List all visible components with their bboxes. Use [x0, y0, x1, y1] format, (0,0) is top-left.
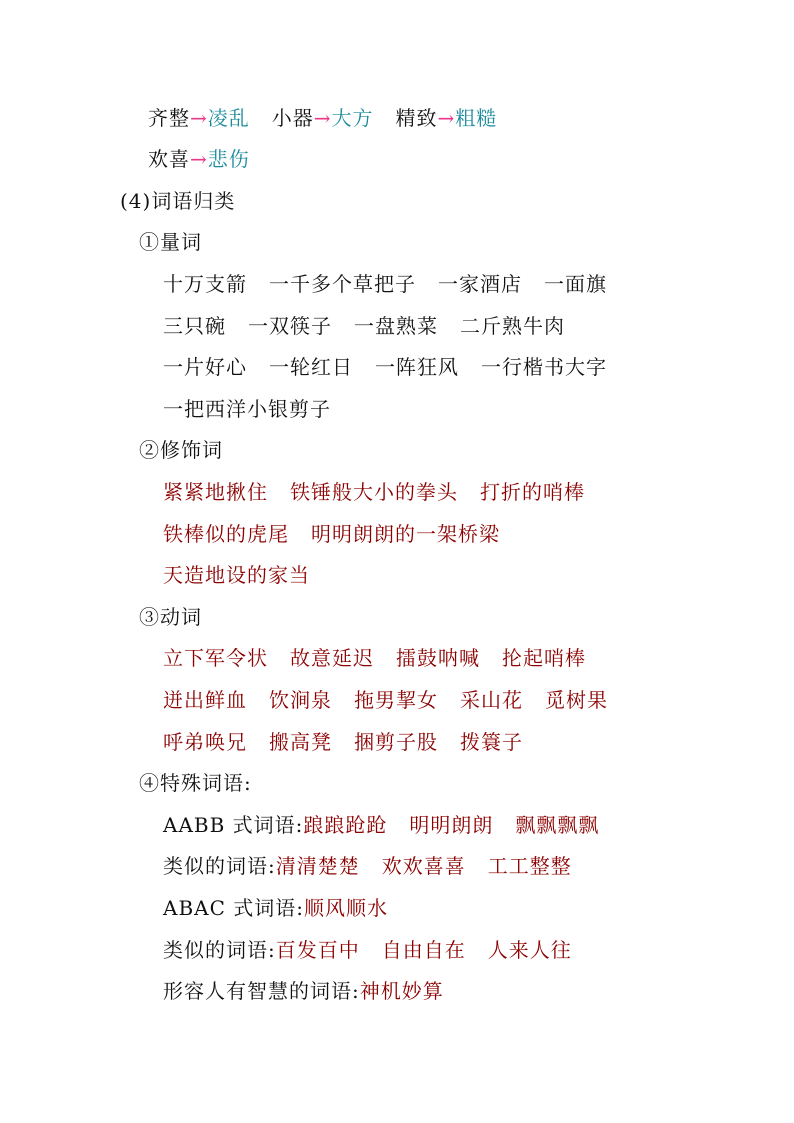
arrow-icon: → — [437, 106, 456, 130]
list-item: 打折的哨棒 — [480, 480, 585, 504]
antonym-word: 小器 — [271, 106, 314, 130]
antonym-row-1 — [148, 104, 497, 132]
modifiers-line-1 — [163, 478, 585, 506]
list-item: 三只碗 — [163, 314, 226, 338]
list-item: 工工整整 — [487, 854, 572, 878]
list-item: 顺风顺水 — [303, 896, 388, 920]
list-item: 一轮红日 — [269, 355, 353, 379]
list-item: 明明朗朗的一架桥梁 — [311, 522, 500, 546]
quantifiers-line-2 — [163, 312, 565, 340]
list-item: 拨簑子 — [460, 730, 523, 754]
list-item: 抡起哨棒 — [502, 646, 586, 670]
special-heading: ④特殊词语: — [139, 771, 252, 795]
list-item: 采山花 — [460, 688, 523, 712]
list-item: 一双筷子 — [248, 314, 332, 338]
category-label: 形容人有智慧的词语: — [163, 979, 360, 1003]
modifiers-line-2 — [163, 520, 500, 548]
list-item: 清清楚楚 — [275, 854, 360, 878]
modifiers-heading: ②修饰词 — [139, 438, 223, 462]
verbs-line-1 — [163, 644, 586, 672]
quantifiers-line-1 — [163, 270, 607, 298]
antonym-word: 齐整 — [148, 106, 190, 130]
antonym-row-2 — [148, 145, 250, 173]
antonym-word: 精致 — [395, 106, 438, 130]
abac-line — [163, 894, 388, 922]
list-item: 故意延迟 — [290, 646, 374, 670]
list-item: 紧紧地揪住 — [163, 480, 268, 504]
list-item: 搬高凳 — [269, 730, 332, 754]
category-label: 类似的词语: — [163, 938, 276, 962]
list-item: 一片好心 — [163, 355, 247, 379]
list-item: 一家酒店 — [438, 272, 522, 296]
list-item: 天造地设的家当 — [163, 563, 310, 587]
antonym-target: 大方 — [331, 106, 374, 130]
category-label: ABAC 式词语: — [163, 896, 304, 920]
list-item: 迸出鲜血 — [163, 688, 247, 712]
list-item: 一千多个草把子 — [269, 272, 416, 296]
list-item: 觅树果 — [545, 688, 608, 712]
wisdom-line — [163, 977, 444, 1005]
list-item: 一行楷书大字 — [481, 355, 607, 379]
list-item: 饮涧泉 — [269, 688, 332, 712]
list-item: 自由自在 — [381, 938, 466, 962]
list-item: 人来人往 — [487, 938, 572, 962]
list-item: 一盘熟菜 — [354, 314, 438, 338]
list-item: 十万支箭 — [163, 272, 247, 296]
verbs-line-3 — [163, 728, 523, 756]
list-item: 明明朗朗 — [409, 813, 494, 837]
antonym-word: 欢喜 — [148, 147, 190, 171]
antonym-target: 悲伤 — [207, 147, 250, 171]
list-item: 一面旗 — [544, 272, 607, 296]
quantifiers-line-3 — [163, 353, 607, 381]
list-item: 飘飘飘飘 — [515, 813, 600, 837]
verbs-heading: ③动词 — [139, 605, 202, 629]
list-item: 百发百中 — [275, 938, 360, 962]
antonym-target: 凌乱 — [207, 106, 250, 130]
list-item: 二斤熟牛肉 — [460, 314, 565, 338]
list-item: 擂鼓呐喊 — [396, 646, 480, 670]
list-item: 呼弟唤兄 — [163, 730, 247, 754]
modifiers-line-3 — [163, 561, 310, 589]
list-item: 一阵狂风 — [375, 355, 459, 379]
arrow-icon: → — [190, 147, 208, 171]
list-item: 铁锤般大小的拳头 — [290, 480, 458, 504]
list-item: 铁棒似的虎尾 — [163, 522, 289, 546]
list-item: 拖男挈女 — [354, 688, 438, 712]
list-item: 踉踉跄跄 — [303, 813, 388, 837]
list-item: 一把西洋小银剪子 — [163, 397, 331, 421]
section-title: (4)词语归类 — [120, 189, 236, 213]
list-item: 立下军令状 — [163, 646, 268, 670]
list-item: 神机妙算 — [359, 979, 444, 1003]
arrow-icon: → — [313, 106, 332, 130]
category-label: 类似的词语: — [163, 854, 276, 878]
aabb-line — [163, 811, 599, 839]
antonym-target: 粗糙 — [455, 106, 498, 130]
list-item: 捆剪子股 — [354, 730, 438, 754]
verbs-line-2 — [163, 686, 608, 714]
quantifiers-line-4 — [163, 395, 331, 423]
quantifiers-heading: ①量词 — [139, 230, 202, 254]
list-item: 欢欢喜喜 — [381, 854, 466, 878]
category-label: AABB 式词语: — [163, 813, 304, 837]
arrow-icon: → — [190, 106, 208, 130]
similar-line-1 — [163, 852, 572, 880]
similar-line-2 — [163, 936, 572, 964]
